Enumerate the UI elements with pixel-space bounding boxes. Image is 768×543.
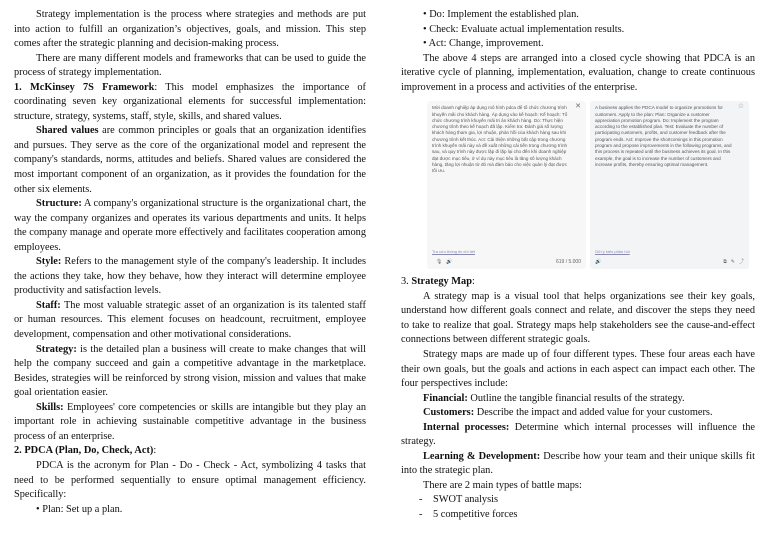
financial-paragraph: Financial: Outline the tangible financial results of the strategy.: [423, 392, 685, 404]
char-count: 619 / 5.000: [555, 258, 581, 265]
check-bullet: • Check: Evaluate actual implementation results.: [423, 23, 625, 35]
share-icon[interactable]: ⤴: [738, 258, 744, 265]
strategy-map-heading: 3. Strategy Map:: [401, 276, 475, 288]
skills-paragraph: Skills: Employees' core competencies or skills are intangible but they play an important role in achieving sustainable competitive advantage in the business process of an enterprise.: [14, 401, 366, 442]
speaker-icon[interactable]: 🔊: [595, 258, 602, 265]
source-text: Mời doanh nghiệp áp dụng mô hình pdca để tổ chức chương trình khuyến mãi cho khách hàng. Áp dụng vào kế hoạch: Kế hoạch: Tổ chức chương trình khuyến mãi tri ân khách hàng. Do: Thực hiện chương trình theo kế hoạch đã lập. Kiểm tra: Đánh giá số lượng khách hàng tham gia, lợi nhuận, phản hồi của khách hàng sau khi chương trình kết thúc. Act: Cải thiện những bất cập trong chương trình khuyến mãi này và đề xuất những cải tiến trong chương trình sau, và quy trình này được lặp đi lặp lại cho đến khi doanh nghiệp đạt được mục tiêu, ở ví dụ này mục tiêu là tăng số lượng khách hàng, tăng lợi nhuận từ đó mà đảm bảo cho việc quản lý đạt được tối ưu.: [432, 105, 568, 174]
star-icon[interactable]: ☆: [737, 103, 744, 111]
pdca-cycle-paragraph: The above 4 steps are arranged into a closed cycle showing that PDCA is an iterative cycle of planning, implementation, evaluation, change to create continuous improvement in a process and activities of the enterprise.: [401, 52, 755, 93]
feedback-icon[interactable]: ✎: [730, 258, 735, 265]
intro-paragraph: Strategy implementation is the process where strategies and methods are put into action to fulfill an organization’s objectives, goals, and mission. This step comes after the strategic planning and decision-making process.: [14, 9, 366, 50]
microphone-icon[interactable]: 🎙: [436, 258, 443, 265]
source-link[interactable]: Tra cứu thông tin chi tiết: [432, 248, 475, 254]
source-pane: [427, 101, 586, 269]
learning-development-paragraph: Learning & Development: Describe how your team and their unique skills fit into the strategic plan.: [401, 450, 755, 477]
do-bullet: • Do: Implement the established plan.: [423, 9, 579, 20]
battle-maps-intro: There are 2 main types of battle maps:: [423, 479, 582, 491]
target-text: A business applies the PDCA model to organize promotions for customers. Apply to the plan: Plan: Organize a customer appreciation promotion program. Do: Implement the program according to the established plan. Test: Evaluate the number of participating customers, profits, and customer feedback after the program ends. Act: Improve the shortcomings in this promotion program and propose improvements in the following programs, and this process is repeated until the business achieves its goal. In this example, the goal is to increase the number of customers and increase profits, thereby ensuring optimal management.: [595, 105, 732, 167]
structure-paragraph: Structure: A company's organizational structure is the organizational chart, the way the company organizes and operates its various departments and units. It helps the company manage and operate more effectively and facilitates cooperation among employees.: [14, 198, 366, 253]
customers-paragraph: Customers: Describe the impact and added value for your customers.: [423, 407, 713, 419]
strategy-paragraph: Strategy: is the detailed plan a business will create to make changes that will help the company succeed and gain a competitive advantage in the marketplace. Besides, strategies will be reinforced by strong vision, mission and values that make goal orientation easier.: [14, 343, 366, 399]
pdca-paragraph: PDCA is the acronym for Plan - Do - Check - Act, symbolizing 4 tasks that need to be performed sequentially to ensure optimal management efficiency. Specifically:: [14, 459, 366, 501]
competitive-forces-item: - 5 competitive forces: [419, 509, 518, 521]
strategy-map-paragraph-1: A strategy map is a visual tool that helps organizations see their key goals, understand how different goals connect and relate, and discover the steps they need to take to realize that goal. Strategy maps help stakeholders see the cause-and-effect connections between different strategic goals.: [401, 290, 755, 346]
swot-item: - SWOT analysis: [419, 494, 499, 506]
strategy-map-paragraph-2: Strategy maps are made up of four different types. These four areas each have their own goals, but the goals and actions in each aspect can impact each other. The four perspectives include:: [401, 349, 755, 390]
internal-processes-paragraph: Internal processes: Determine which internal processes will influence the strategy.: [401, 421, 755, 448]
models-paragraph: There are many different models and frameworks that can be used to guide the process of strategy implementation.: [14, 52, 366, 79]
copy-icon[interactable]: ⧉: [723, 258, 727, 265]
staff-paragraph: Staff: The most valuable strategic asset of an organization is its talented staff or human resources. This element focuses on headcount, recruitment, employee development, compensation and other motivational considerations.: [14, 299, 366, 341]
close-icon[interactable]: ✕: [575, 103, 581, 111]
speaker-icon[interactable]: 🔊: [446, 258, 453, 265]
translate-panel-screenshot: [427, 101, 749, 269]
mckinsey-paragraph: 1. McKinsey 7S Framework: This model emphasizes the importance of coordinating seven key organizational elements for successful implementation: structure, strategy, systems, staff, style, skills, and shared values.: [14, 81, 367, 122]
style-paragraph: Style: Refers to the management style of the company's leadership. It includes the actions they take, how they behave, how they interact will determine employee productivity and satisfaction levels.: [14, 256, 366, 297]
right-column: [401, 8, 755, 523]
act-bullet: • Act: Change, improvement.: [423, 38, 544, 50]
plan-bullet: • Plan: Set up a plan.: [36, 503, 123, 515]
target-pane: [590, 101, 749, 269]
feedback-link[interactable]: Gửi ý kiến phản hồi: [595, 248, 630, 254]
shared-values-paragraph: Shared values are common principles or goals that an organization identifies and pursues. They serve as the core of the organizational model and represent the company's standards, norms, attitudes and beliefs. Shared values are considered the most important component of an organization, as it provides the foundation for the other six elements.: [14, 125, 366, 195]
left-column: [14, 8, 366, 517]
mckinsey-heading: 1. McKinsey 7S Framework: [14, 81, 155, 93]
pdca-heading: 2. PDCA (Plan, Do, Check, Act):: [14, 445, 157, 457]
